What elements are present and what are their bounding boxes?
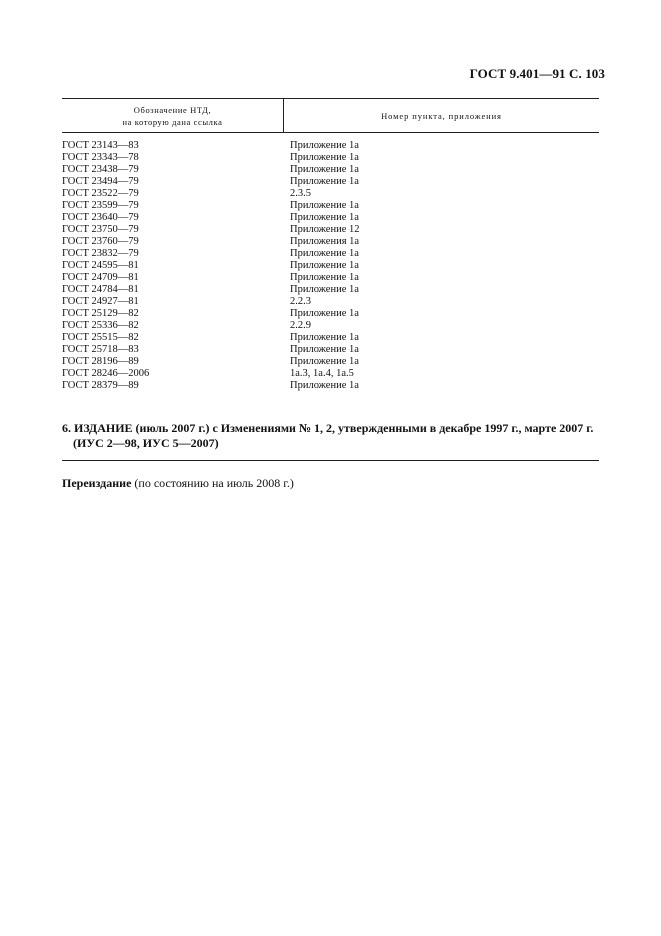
clause-reference: Приложение 1а xyxy=(290,332,359,343)
table-row xyxy=(62,380,599,392)
reissue-note xyxy=(62,476,294,491)
page-header: ГОСТ 9.401—91 С. 103 xyxy=(469,66,605,81)
document-code: ГОСТ 23494—79 xyxy=(62,176,139,187)
document-code: ГОСТ 28196—89 xyxy=(62,356,139,367)
table-row xyxy=(62,176,599,188)
document-code: ГОСТ 23522—79 xyxy=(62,188,139,199)
table-row xyxy=(62,320,599,332)
table-row xyxy=(62,152,599,164)
clause-reference: Приложение 1а xyxy=(290,356,359,367)
document-code: ГОСТ 23343—78 xyxy=(62,152,139,163)
document-code: ГОСТ 28379—89 xyxy=(62,380,139,391)
clause-reference: Приложение 1а xyxy=(290,344,359,355)
clause-reference: 1а.3, 1а.4, 1а.5 xyxy=(290,368,354,379)
clause-reference: Приложение 1а xyxy=(290,248,359,259)
table-row xyxy=(62,272,599,284)
table-row xyxy=(62,200,599,212)
document-code: ГОСТ 23640—79 xyxy=(62,212,139,223)
reissue-label: Переиздание xyxy=(62,476,132,490)
document-code: ГОСТ 23750—79 xyxy=(62,224,139,235)
column-header-document-line1: Обозначение НТД, xyxy=(133,104,212,115)
clause-reference: Приложение 12 xyxy=(290,224,360,235)
clause-reference: Приложение 1а xyxy=(290,272,359,283)
table-row xyxy=(62,248,599,260)
reference-table xyxy=(62,98,599,392)
document-code: ГОСТ 23599—79 xyxy=(62,200,139,211)
document-code: ГОСТ 28246—2006 xyxy=(62,368,150,379)
table-row xyxy=(62,332,599,344)
document-code: ГОСТ 23832—79 xyxy=(62,248,139,259)
clause-reference: Приложение 1а xyxy=(290,380,359,391)
clause-reference: 2.3.5 xyxy=(290,188,311,199)
document-code: ГОСТ 25336—82 xyxy=(62,320,139,331)
clause-reference: Приложения 1а xyxy=(290,236,360,247)
table-row xyxy=(62,236,599,248)
clause-reference: 2.2.3 xyxy=(290,296,311,307)
document-code: ГОСТ 24595—81 xyxy=(62,260,139,271)
table-header xyxy=(62,99,599,133)
table-row xyxy=(62,284,599,296)
clause-reference: Приложение 1а xyxy=(290,200,359,211)
table-row xyxy=(62,188,599,200)
table-row xyxy=(62,224,599,236)
clause-reference: Приложение 1а xyxy=(290,308,359,319)
edition-note xyxy=(62,421,602,451)
document-code: ГОСТ 25515—82 xyxy=(62,332,139,343)
column-header-clause: Номер пункта, приложения xyxy=(381,110,502,121)
document-code: ГОСТ 23143—83 xyxy=(62,140,139,151)
table-body xyxy=(62,133,599,392)
table-row xyxy=(62,260,599,272)
clause-reference: Приложение 1а xyxy=(290,164,359,175)
table-row xyxy=(62,344,599,356)
document-code: ГОСТ 24927—81 xyxy=(62,296,139,307)
table-row xyxy=(62,140,599,152)
document-code: ГОСТ 23760—79 xyxy=(62,236,139,247)
document-code: ГОСТ 25129—82 xyxy=(62,308,139,319)
clause-reference: Приложение 1а xyxy=(290,176,359,187)
clause-reference: Приложение 1а xyxy=(290,152,359,163)
document-code: ГОСТ 25718—83 xyxy=(62,344,139,355)
clause-reference: Приложение 1а xyxy=(290,140,359,151)
document-code: ГОСТ 23438—79 xyxy=(62,164,139,175)
table-row xyxy=(62,356,599,368)
edition-note-line1: 6. ИЗДАНИЕ (июль 2007 г.) с Изменениями № 1, 2, утвержденными в декабре 1997 г., марте 2007 г. xyxy=(62,421,594,435)
column-header-document xyxy=(62,99,284,132)
table-row xyxy=(62,212,599,224)
column-header-document-line2: на которую дана ссылка xyxy=(122,116,223,127)
clause-reference: Приложение 1а xyxy=(290,284,359,295)
section-divider xyxy=(62,460,599,461)
table-row xyxy=(62,308,599,320)
table-row xyxy=(62,296,599,308)
reissue-text: (по состоянию на июль 2008 г.) xyxy=(131,476,294,490)
clause-reference: Приложение 1а xyxy=(290,260,359,271)
clause-reference: Приложение 1а xyxy=(290,212,359,223)
document-code: ГОСТ 24709—81 xyxy=(62,272,139,283)
table-row xyxy=(62,368,599,380)
edition-note-line2: (ИУС 2—98, ИУС 5—2007) xyxy=(73,436,219,450)
clause-reference: 2.2.9 xyxy=(290,320,311,331)
table-row xyxy=(62,164,599,176)
document-code: ГОСТ 24784—81 xyxy=(62,284,139,295)
